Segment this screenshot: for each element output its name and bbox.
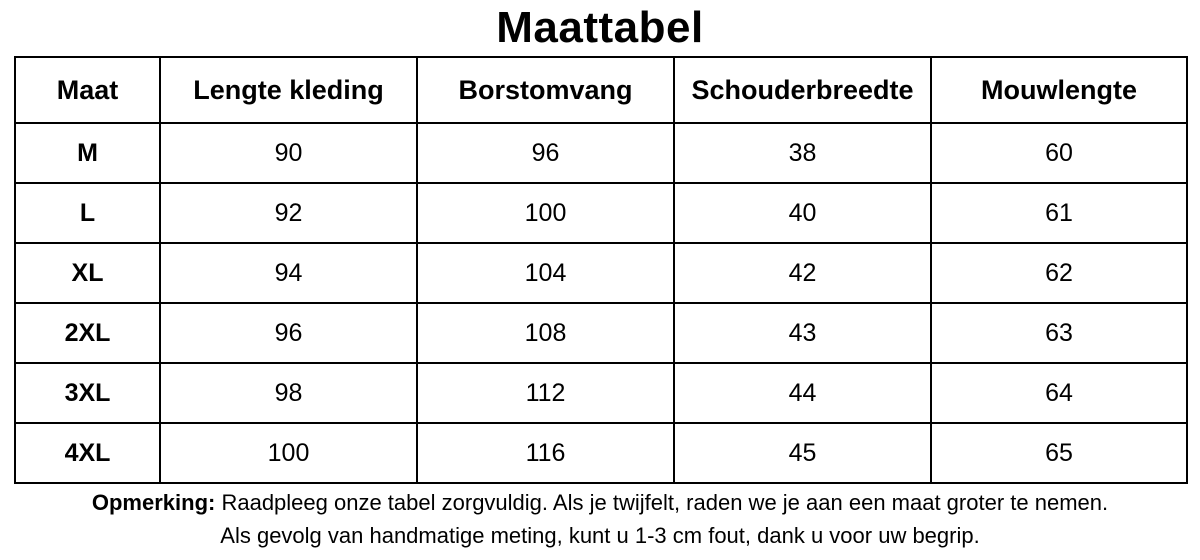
header-size: Maat [15, 57, 160, 123]
table-cell: 63 [931, 303, 1187, 363]
table-row [15, 183, 1187, 243]
table-cell: 45 [674, 423, 931, 483]
table-cell: 64 [931, 363, 1187, 423]
note-text-1: Raadpleeg onze tabel zorgvuldig. Als je twijfelt, raden we je aan een maat groter te nemen. [215, 490, 1109, 515]
note-line-1 [0, 486, 1200, 519]
table-cell: 92 [160, 183, 417, 243]
table-cell: 112 [417, 363, 674, 423]
table-cell: 116 [417, 423, 674, 483]
table-row [15, 303, 1187, 363]
table-cell: 96 [160, 303, 417, 363]
table-cell: 60 [931, 123, 1187, 183]
header-garment-length: Lengte kleding [160, 57, 417, 123]
table-cell: 90 [160, 123, 417, 183]
table-cell: 96 [417, 123, 674, 183]
size-cell: XL [15, 243, 160, 303]
table-cell: 98 [160, 363, 417, 423]
size-cell: 2XL [15, 303, 160, 363]
size-chart-table [14, 56, 1188, 484]
size-cell: 3XL [15, 363, 160, 423]
size-cell: 4XL [15, 423, 160, 483]
table-cell: 100 [417, 183, 674, 243]
table-cell: 65 [931, 423, 1187, 483]
note [0, 486, 1200, 552]
table-row [15, 363, 1187, 423]
table-cell: 42 [674, 243, 931, 303]
table-cell: 38 [674, 123, 931, 183]
table-cell: 62 [931, 243, 1187, 303]
size-cell: L [15, 183, 160, 243]
note-label: Opmerking: [91, 490, 216, 515]
table-row [15, 243, 1187, 303]
note-line-2: Als gevolg van handmatige meting, kunt u 1-3 cm fout, dank u voor uw begrip. [220, 523, 980, 548]
table-header-row [15, 57, 1187, 123]
page-title: Maattabel [496, 3, 704, 52]
header-chest: Borstomvang [417, 57, 674, 123]
table-cell: 61 [931, 183, 1187, 243]
table-cell: 104 [417, 243, 674, 303]
table-cell: 43 [674, 303, 931, 363]
header-sleeve-length: Mouwlengte [931, 57, 1187, 123]
table-cell: 40 [674, 183, 931, 243]
table-cell: 100 [160, 423, 417, 483]
table-cell: 108 [417, 303, 674, 363]
size-cell: M [15, 123, 160, 183]
header-shoulder-width: Schouderbreedte [674, 57, 931, 123]
table-cell: 94 [160, 243, 417, 303]
table-row [15, 423, 1187, 483]
table-cell: 44 [674, 363, 931, 423]
table-row [15, 123, 1187, 183]
